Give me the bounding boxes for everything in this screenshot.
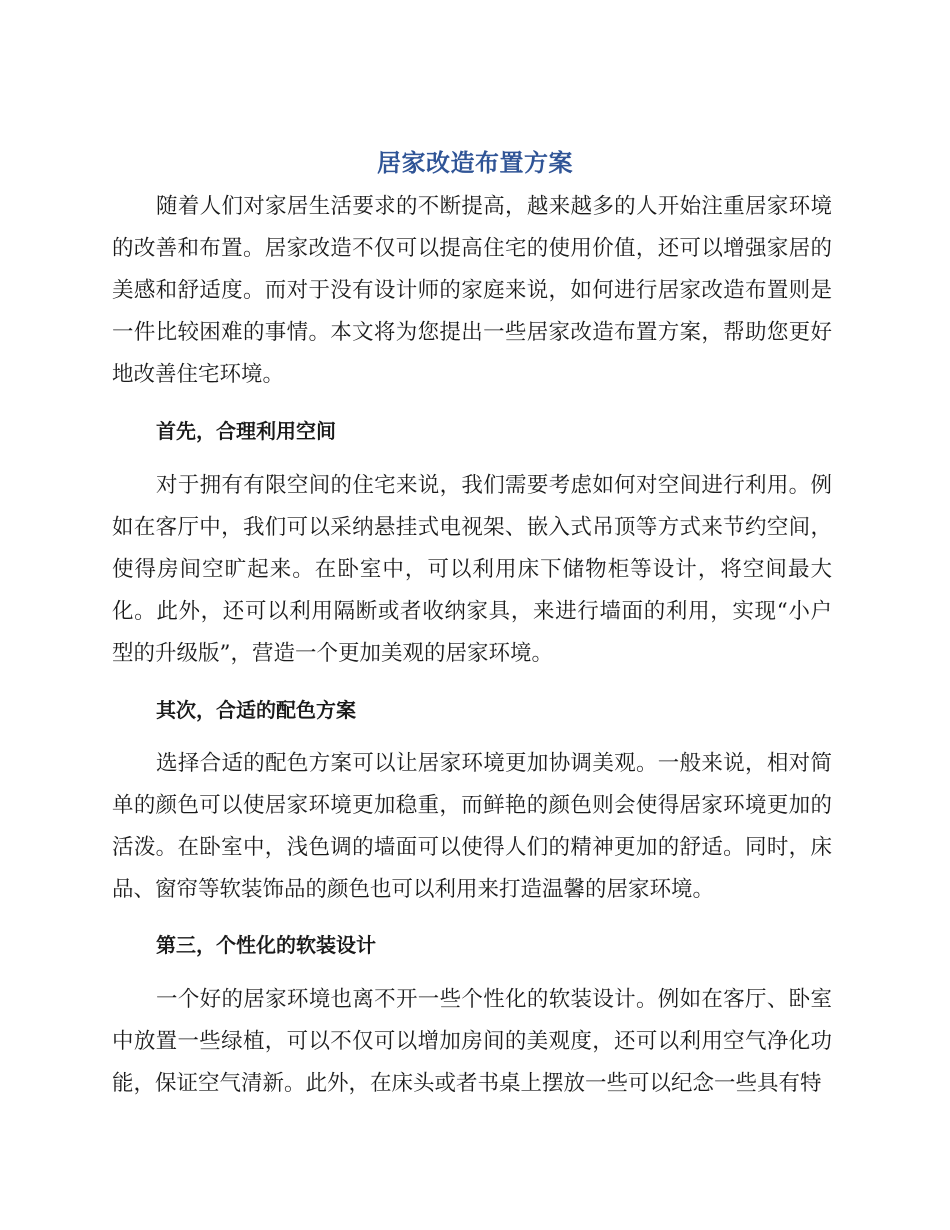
document-title: 居家改造布置方案 [377,149,573,177]
intro-paragraph: 随着人们对家居生活要求的不断提高，越来越多的人开始注重居家环境的改善和布置。居家改造不仅可以提高住宅的使用价值，还可以增强家居的美感和舒适度。而对于没有设计师的家庭来说，如何进行居家改造布置则是一件比较困难的事情。本文将为您提出一些居家改造布置方案，帮助您更好地改善住宅环境。 [112,194,832,387]
section-heading-color: 其次，合适的配色方案 [156,698,356,722]
section-heading-softdecor: 第三，个性化的软装设计 [156,933,376,957]
section-body-space: 对于拥有有限空间的住宅来说，我们需要考虑如何对空间进行利用。例如在客厅中，我们可以采纳悬挂式电视架、嵌入式吊顶等方式来节约空间，使得房间空旷起来。在卧室中，可以利用床下储物柜等设计，将空间最大化。此外，还可以利用隔断或者收纳家具，来进行墙面的利用，实现“小户型的升级版”，营造一个更加美观的居家环境。 [112,473,832,666]
section-heading-space: 首先，合理利用空间 [156,419,336,443]
section-body-softdecor: 一个好的居家环境也离不开一些个性化的软装设计。例如在客厅、卧室中放置一些绿植，可以不仅可以增加房间的美观度，还可以利用空气净化功能，保证空气清新。此外，在床头或者书桌上摆放一些可以纪念一些具有特 [112,987,832,1096]
section-body-color: 选择合适的配色方案可以让居家环境更加协调美观。一般来说，相对简单的颜色可以使居家环境更加稳重，而鲜艳的颜色则会使得居家环境更加的活泼。在卧室中，浅色调的墙面可以使得人们的精神更加的舒适。同时，床品、窗帘等软装饰品的颜色也可以利用来打造温馨的居家环境。 [112,751,832,902]
